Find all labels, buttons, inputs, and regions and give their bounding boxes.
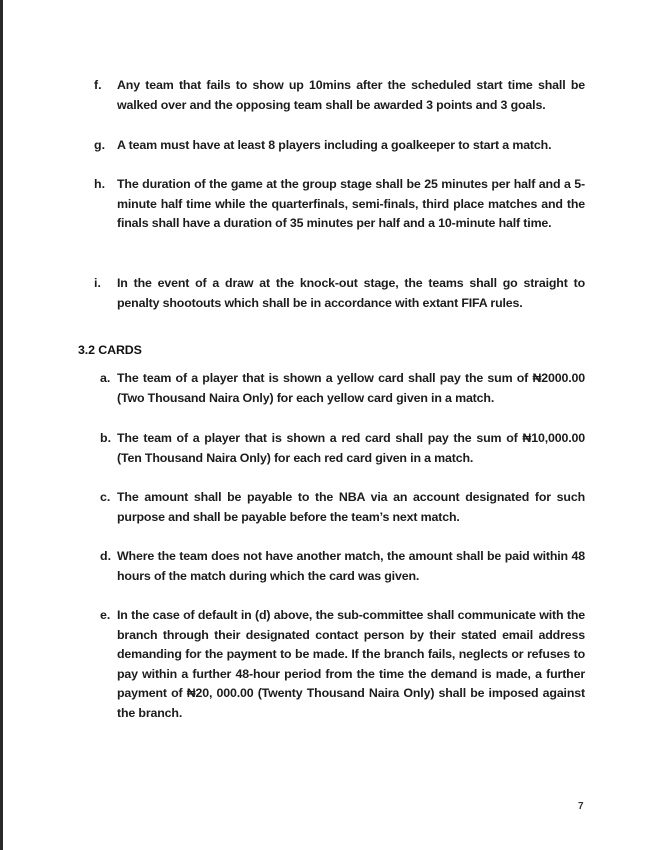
- list-marker: c.: [100, 490, 111, 504]
- list-item-text: The duration of the game at the group stage shall be 25 minutes per half and a 5-minute half time while the quarterfinals, semi-finals, third place matches and the finals shall have a duration of 35 minutes per half and a 10-minute half time.: [117, 177, 585, 231]
- page-number: 7: [578, 801, 584, 812]
- list-item-text: In the event of a draw at the knock-out stage, the teams shall go straight to penalty shootouts which shall be in accordance with extant FIFA rules.: [117, 276, 585, 310]
- list-item-text: In the case of default in (d) above, the sub-committee shall communicate with the branch through their designated contact person by their stated email address demanding for the payment to be made. If the branch fails, neglects or refuses to pay within a further 48-hour period from the time the demand is made, a further payment of ₦20, 000.00 (Twenty Thousand Naira Only) shall be imposed against the branch.: [117, 608, 585, 720]
- list-item-text: A team must have at least 8 players including a goalkeeper to start a match.: [117, 138, 552, 152]
- list-item-text: Any team that fails to show up 10mins after the scheduled start time shall be walked over and the opposing team shall be awarded 3 points and 3 goals.: [117, 78, 585, 112]
- list-marker: h.: [94, 177, 106, 191]
- list-marker: d.: [100, 549, 112, 563]
- list-marker: b.: [100, 431, 112, 445]
- list-item-text: The team of a player that is shown a red card shall pay the sum of ₦10,000.00 (Ten Thousand Naira Only) for each red card given in a match.: [117, 431, 585, 465]
- section-heading-cards: 3.2 CARDS: [78, 343, 142, 357]
- list-marker: i.: [94, 276, 101, 290]
- list-item-text: The team of a player that is shown a yellow card shall pay the sum of ₦2000.00 (Two Thousand Naira Only) for each yellow card given in a match.: [117, 371, 585, 405]
- list-item-text: The amount shall be payable to the NBA via an account designated for such purpose and shall be payable before the team’s next match.: [117, 490, 585, 524]
- list-marker: e.: [100, 608, 111, 622]
- list-item-text: Where the team does not have another match, the amount shall be paid within 48 hours of the match during which the card was given.: [117, 549, 585, 583]
- list-marker: f.: [94, 78, 102, 92]
- list-marker: g.: [94, 138, 106, 152]
- list-marker: a.: [100, 371, 111, 385]
